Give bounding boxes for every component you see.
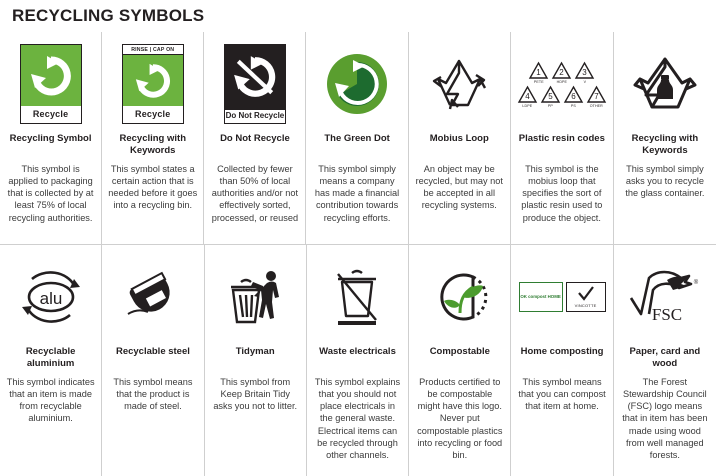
resin-item: [586, 85, 607, 108]
resin-triangle-icon: [586, 85, 607, 104]
vincotte-badge: [566, 282, 606, 312]
waste-electricals-icon: [328, 266, 386, 328]
resin-item: [551, 61, 572, 84]
symbol-cell-mobius-loop: [409, 32, 511, 244]
symbol-title: Recycling Symbol: [9, 133, 92, 144]
mobius-arrow-icon: [133, 63, 173, 99]
symbol-title: The Green Dot: [324, 133, 390, 144]
symbol-cell-recycling-symbol: [0, 32, 102, 244]
check-icon: [577, 286, 595, 302]
symbol-art: [18, 255, 84, 339]
symbol-cell-fsc: [614, 245, 716, 476]
symbol-description: This symbol states a certain action that is needed before it goes into a recycling bin.: [108, 164, 198, 211]
green-dot-icon: [326, 53, 388, 115]
svg-text:2: 2: [559, 67, 565, 77]
symbol-description: Collected by fewer than 50% of local authorities and/or not effectively sorted, processed, or reused: [211, 164, 299, 223]
symbol-title: Compostable: [429, 346, 490, 357]
symbol-art: [429, 255, 491, 339]
black-band: [225, 45, 285, 110]
resin-label: PS: [570, 103, 576, 108]
resin-label: PP: [547, 103, 553, 108]
symbol-row-2: [0, 244, 716, 476]
resin-item: [540, 85, 561, 108]
symbol-title: Recyclable steel: [115, 346, 190, 357]
page-title: RECYCLING SYMBOLS: [12, 6, 205, 25]
symbol-description: Products certified to be compostable might have this logo. Never put compostable plastics into recycling or food bin.: [417, 377, 503, 460]
symbol-cell-recycling-with-keywords-glass: [614, 32, 716, 244]
symbol-title: Plastic resin codes: [518, 133, 605, 144]
recyclable-steel-icon: [122, 270, 184, 324]
symbol-art: [20, 42, 82, 126]
symbol-description: This symbol indicates that an item is made from recyclable aluminium.: [6, 377, 95, 424]
symbol-title: Waste electricals: [319, 346, 396, 357]
bottle-icon: [657, 75, 673, 99]
resin-item: [563, 85, 584, 108]
compostable-icon: [429, 267, 491, 327]
symbol-cell-recyclable-aluminium: [0, 245, 102, 476]
resin-label: LDPE: [522, 103, 533, 108]
symbol-description: This symbol explains that you should not place electricals in the general waste. Electrical items can be recycled through other channels.: [314, 377, 401, 460]
svg-text:3: 3: [582, 67, 588, 77]
symbol-row-1: [0, 32, 716, 244]
symbol-art: [627, 255, 703, 339]
crossed-mobius-arrow-icon: [232, 55, 278, 99]
svg-text:®: ®: [693, 280, 699, 286]
symbol-cell-waste-electricals: [307, 245, 409, 476]
svg-text:alu: alu: [39, 289, 62, 308]
symbol-title: Do Not Recycle: [220, 133, 290, 144]
resin-item: [517, 85, 538, 108]
resin-triangle-icon: [551, 61, 572, 80]
symbol-description: This symbol is the mobius loop that specifies the sort of plastic resin used to produce the object.: [521, 164, 603, 223]
svg-text:6: 6: [571, 91, 576, 101]
resin-label: PETE: [533, 79, 544, 84]
resin-triangle-icon: [563, 85, 584, 104]
resin-label: HDPE: [556, 79, 568, 84]
plastic-resin-codes-icon: [517, 61, 607, 108]
home-composting-icon: [519, 282, 606, 312]
svg-text:7: 7: [594, 91, 599, 101]
symbol-cell-home-composting: [511, 245, 613, 476]
ok-compost-home-badge: [519, 282, 563, 312]
tidyman-icon: [223, 266, 287, 328]
do-not-recycle-icon: [224, 44, 286, 124]
symbol-art: [224, 42, 286, 126]
symbol-description: The Forest Stewardship Council (FSC) logo means that in item has been made using wood from well managed forests.: [622, 377, 708, 460]
symbol-title: Paper, card and wood: [629, 346, 701, 369]
symbol-title: Recyclable aluminium: [25, 346, 76, 369]
recyclable-aluminium-icon: [18, 271, 84, 323]
mobius-arrow-icon: [29, 55, 73, 97]
resin-triangle-icon: [517, 85, 538, 104]
resin-triangle-icon: [540, 85, 561, 104]
mobius-loop-icon: [428, 55, 490, 113]
symbol-title: Home composting: [520, 346, 604, 357]
green-band: [123, 55, 183, 106]
symbol-art: [223, 255, 287, 339]
vincotte-text: VINCOTTE: [574, 303, 597, 308]
card-caption: Recycle: [32, 109, 69, 119]
symbol-description: This symbol simply means a company has made a financial contribution towards recycling efforts.: [314, 164, 400, 223]
symbol-description: This symbol means that the product is made of steel.: [113, 377, 193, 412]
symbol-cell-compostable: [409, 245, 511, 476]
card-caption: Recycle: [135, 109, 171, 119]
recycling-with-keywords-glass-icon: [632, 53, 698, 115]
symbol-description: This symbol simply asks you to recycle the glass container.: [625, 164, 705, 199]
symbol-title: Recycling with Keywords: [119, 133, 186, 156]
resin-triangle-icon: [528, 61, 549, 80]
symbol-art: [326, 42, 388, 126]
resin-row-bottom: [517, 85, 607, 108]
resin-item: [528, 61, 549, 84]
card-topbar: RINSE | CAP ON: [123, 45, 183, 55]
symbol-title: Recycling with Keywords: [631, 133, 699, 156]
symbol-description: This symbol is applied to packaging that is collected by at least 75% of local recycling authorities.: [7, 164, 94, 223]
symbol-art: [519, 255, 606, 339]
svg-text:1: 1: [536, 67, 542, 77]
symbol-description: This symbol from Keep Britain Tidy asks you not to litter.: [213, 377, 298, 412]
symbol-art: [328, 255, 386, 339]
symbol-cell-green-dot: [306, 32, 408, 244]
symbol-cell-recyclable-steel: [102, 245, 204, 476]
symbol-art: [428, 42, 490, 126]
resin-label: V: [583, 79, 587, 84]
svg-text:5: 5: [548, 91, 553, 101]
symbol-description: This symbol means that you can compost that item at home.: [518, 377, 606, 412]
symbol-cell-tidyman: [205, 245, 307, 476]
resin-triangle-icon: [574, 61, 595, 80]
recycling-with-keywords-icon: [122, 44, 184, 124]
card-caption: Do Not Recycle: [225, 110, 285, 120]
recycling-symbol-icon: [20, 44, 82, 124]
symbol-art: [122, 42, 184, 126]
fsc-icon: [627, 268, 703, 326]
symbol-art: [517, 42, 607, 126]
symbol-title: Tidyman: [235, 346, 275, 357]
svg-text:4: 4: [525, 91, 530, 101]
resin-label: OTHER: [589, 103, 603, 108]
svg-text:FSC: FSC: [651, 305, 682, 324]
symbol-cell-recycling-with-keywords: [102, 32, 204, 244]
symbol-title: Mobius Loop: [429, 133, 489, 144]
ok-compost-home-text: OK compost HOME: [520, 293, 561, 299]
symbol-cell-do-not-recycle: [204, 32, 306, 244]
resin-item: [574, 61, 595, 84]
symbol-art: [122, 255, 184, 339]
green-band: [21, 45, 81, 106]
symbol-art: [632, 42, 698, 126]
symbol-description: An object may be recycled, but may not be accepted in all recycling systems.: [415, 164, 503, 211]
symbol-cell-plastic-resin-codes: [511, 32, 614, 244]
resin-row-top: [528, 61, 595, 84]
